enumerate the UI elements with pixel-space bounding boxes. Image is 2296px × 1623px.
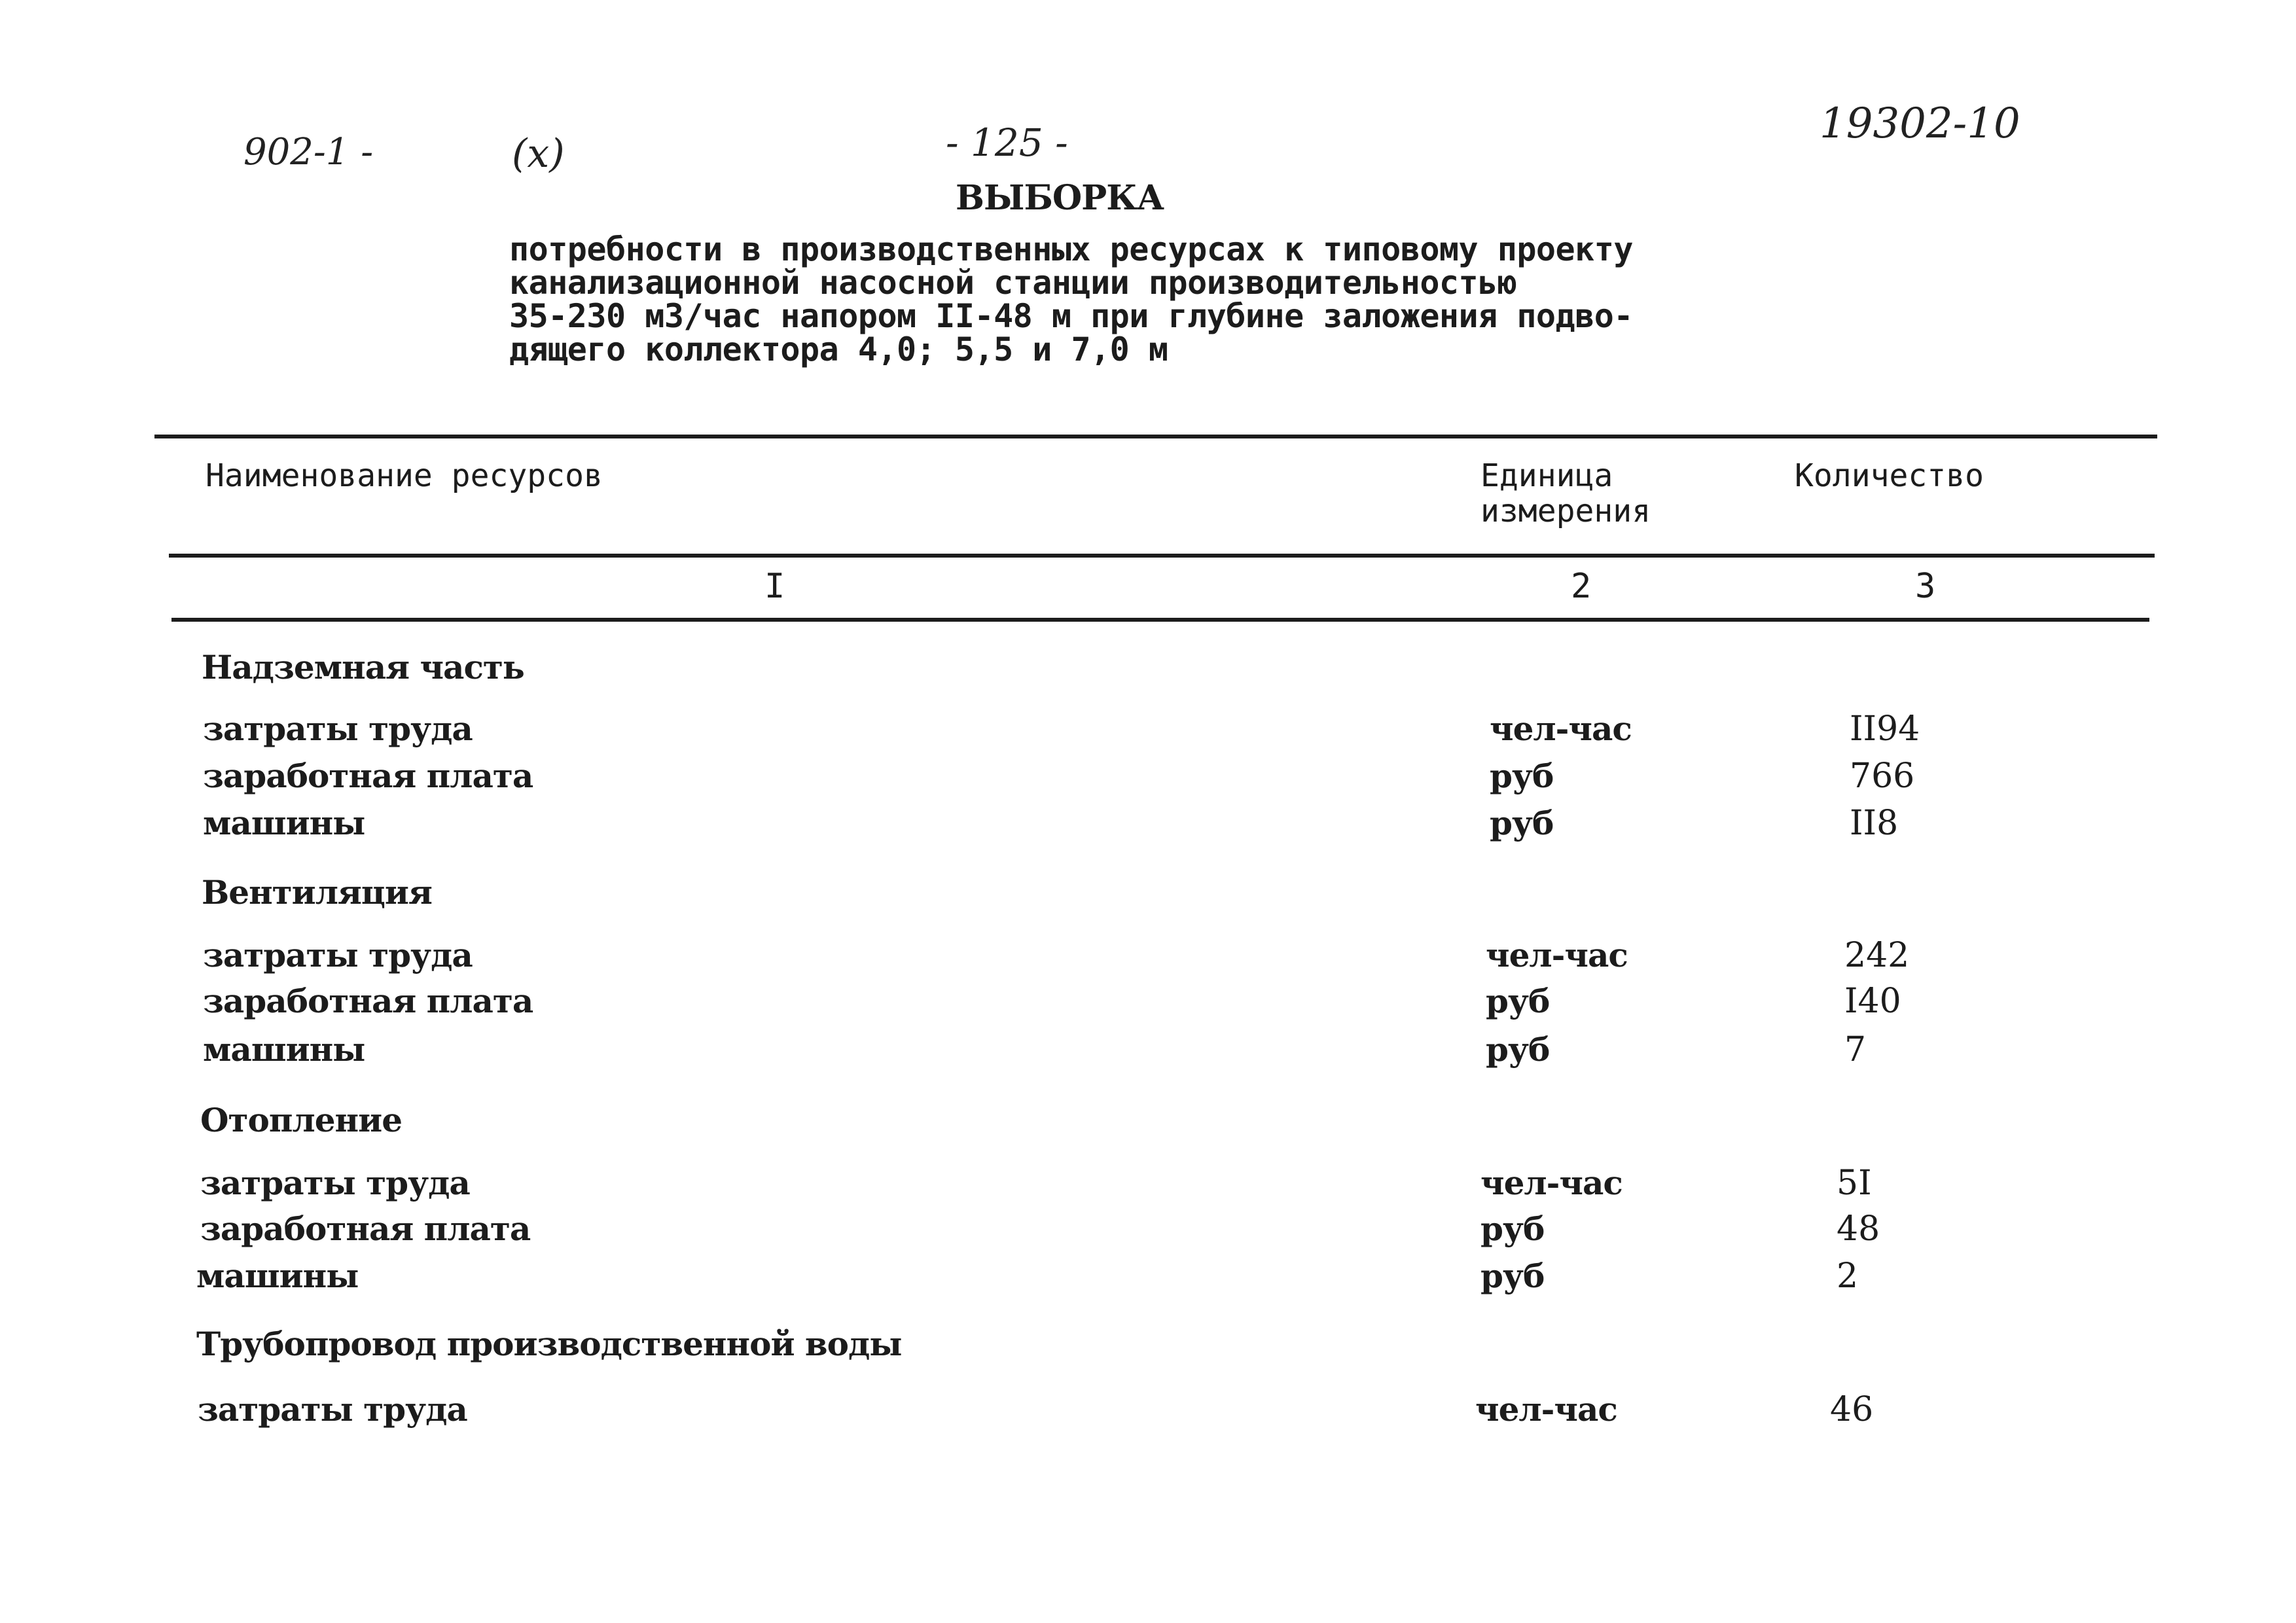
document-number: 19302-10 [1820, 99, 2020, 148]
table-header-rule [169, 554, 2155, 558]
row-name: затраты труда [200, 1164, 470, 1202]
column-number-2: 2 [1571, 567, 1592, 606]
subtitle-line: канализационной насосной станции производительностью [509, 264, 1517, 302]
column-header-unit-line1: Единица [1480, 457, 1613, 494]
row-quantity: 46 [1830, 1390, 1874, 1429]
row-name: заработная плата [203, 757, 533, 795]
row-unit: руб [1490, 757, 1554, 795]
row-name: машины [203, 1030, 365, 1069]
column-header-quantity: Количество [1795, 457, 1984, 494]
row-name: затраты труда [198, 1390, 467, 1429]
row-quantity: II8 [1850, 804, 1899, 843]
column-number-3: 3 [1915, 567, 1936, 606]
column-header-unit-line2: измерения [1480, 493, 1651, 529]
section-title: Надземная часть [202, 648, 524, 687]
row-quantity: 242 [1844, 936, 1910, 975]
row-unit: руб [1486, 982, 1550, 1020]
page-number: - 125 - [946, 120, 1068, 165]
section-title: Отопление [200, 1101, 403, 1139]
row-name: машины [196, 1257, 359, 1295]
row-quantity: II94 [1850, 709, 1920, 749]
subtitle-line: 35-230 м3/час напором II-48 м при глубине заложения подво- [509, 297, 1633, 335]
row-name: заработная плата [200, 1209, 531, 1248]
section-title: Вентиляция [202, 873, 432, 912]
row-quantity: 2 [1837, 1257, 1859, 1296]
column-header-unit [1480, 458, 1651, 529]
table-numbers-rule [171, 618, 2149, 622]
column-number-1: I [764, 567, 785, 606]
row-name: затраты труда [203, 709, 473, 748]
table-top-rule [154, 435, 2157, 438]
row-unit: чел-час [1490, 709, 1632, 748]
row-name: затраты труда [203, 936, 473, 974]
row-quantity: 48 [1837, 1209, 1880, 1249]
row-quantity: 766 [1850, 757, 1915, 796]
row-unit: чел-час [1486, 936, 1628, 974]
subtitle-line: потребности в производственных ресурсах к типовому проекту [509, 230, 1633, 268]
row-unit: руб [1480, 1257, 1545, 1295]
row-unit: руб [1490, 804, 1554, 842]
subtitle-line: дящего коллектора 4,0; 5,5 и 7,0 м [509, 330, 1168, 368]
row-quantity: 5I [1837, 1164, 1872, 1203]
section-title: Трубопровод производственной воды [196, 1325, 902, 1363]
row-unit: чел-час [1480, 1164, 1623, 1202]
row-quantity: I40 [1844, 982, 1901, 1021]
row-unit: руб [1486, 1030, 1550, 1069]
row-quantity: 7 [1844, 1030, 1867, 1069]
column-header-name: Наименование ресурсов [206, 457, 603, 494]
variant-mark: (x) [512, 131, 565, 177]
document-subtitle [509, 230, 1633, 368]
row-unit: чел-час [1475, 1390, 1617, 1429]
row-unit: руб [1480, 1209, 1545, 1248]
document-title: ВЫБОРКА [956, 178, 1164, 218]
row-name: заработная плата [203, 982, 533, 1020]
series-code: 902-1 - [243, 131, 374, 173]
row-name: машины [203, 804, 365, 842]
